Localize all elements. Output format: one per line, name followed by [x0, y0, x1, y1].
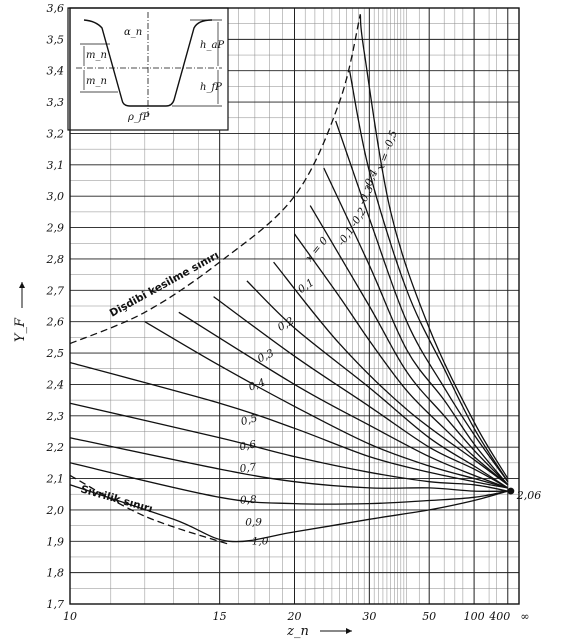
y-tick-label: 2,9: [46, 221, 64, 235]
y-tick-label: 3,1: [46, 158, 64, 172]
series-line-4: [310, 206, 508, 485]
x-tick-label: 30: [362, 610, 377, 623]
inset-label-hap: h_aP: [200, 40, 225, 51]
y-tick-label: 2,5: [46, 347, 64, 361]
y-tick-label: 2,3: [46, 409, 64, 423]
y-tick-label: 2,4: [46, 378, 64, 392]
curve-label: 0,4: [247, 376, 267, 394]
series-line-3: [324, 168, 508, 485]
y-tick-label: 3,5: [46, 33, 64, 47]
x-tick-label: ∞: [520, 610, 530, 623]
y-tick-label: 3,6: [46, 2, 64, 15]
y-tick-label: 1,9: [46, 535, 64, 549]
curve-label: 0,6: [238, 438, 258, 454]
x-axis-arrowhead: [346, 628, 352, 634]
inset-label-hfp: h_fP: [200, 82, 222, 93]
x-tick-label: 100: [463, 610, 485, 623]
x-tick-label: 15: [212, 610, 227, 623]
y-tick-label: 2,0: [46, 503, 64, 517]
y-tick-label: 3,0: [46, 190, 64, 204]
y-tick-label: 2,2: [46, 441, 64, 455]
curve-label: 0,3: [255, 347, 276, 366]
y-tick-label: 3,2: [46, 127, 64, 141]
inset-label-mn-lower: m_n: [86, 76, 107, 87]
curve-label: 0,2: [275, 314, 297, 334]
inset-label-mn-upper: m_n: [86, 50, 107, 61]
y-tick-label: 2,8: [46, 252, 64, 266]
curve-label: 1,0: [251, 535, 269, 548]
series-line-0: [360, 14, 508, 478]
curve-label: -0,3: [356, 183, 377, 208]
x-axis-label: z_n: [287, 624, 309, 639]
curve-label: 0,9: [245, 516, 262, 529]
convergence-point: [507, 488, 514, 495]
series-line-15: [70, 485, 508, 542]
x-tick-label: 20: [287, 610, 302, 623]
y-tick-label: 2,1: [46, 472, 64, 486]
convergence-label: 2,06: [516, 489, 542, 503]
curve-label: 0,7: [239, 461, 258, 476]
curve-label: -0,2: [348, 205, 370, 230]
x-tick-label: 50: [422, 610, 437, 623]
inset-label-rho: ρ_fP: [128, 112, 150, 123]
profile-inset: [68, 8, 228, 130]
curve-label: -0,4: [361, 167, 381, 192]
series-line-2: [336, 121, 508, 482]
boundary-label-tip: Sivrilik sınırı: [79, 483, 154, 516]
y-tick-label: 2,6: [46, 315, 64, 329]
curve-label: 0,1: [295, 276, 317, 296]
y-tick-label: 3,3: [46, 96, 64, 110]
curve-label: x = 0: [303, 234, 331, 265]
y-axis-arrowhead: [19, 282, 25, 288]
curve-label: 0,5: [239, 412, 259, 429]
curve-label: x = -0,5: [374, 128, 401, 173]
y-tick-label: 1,8: [46, 566, 64, 580]
y-axis-label: Y_F: [13, 317, 28, 343]
y-tick-label: 3,4: [46, 64, 64, 78]
x-tick-label: 400: [489, 610, 511, 623]
y-tick-label: 1,7: [46, 598, 64, 611]
curve-label: -0,1: [335, 224, 357, 249]
curve-label: 0,8: [239, 493, 257, 507]
boundary-label-undercut: Dişdibi kesilme sınırı: [107, 249, 222, 320]
x-tick-label: 10: [63, 610, 77, 623]
y-tick-label: 2,7: [46, 284, 64, 298]
inset-label-alpha: α_n: [124, 27, 143, 38]
